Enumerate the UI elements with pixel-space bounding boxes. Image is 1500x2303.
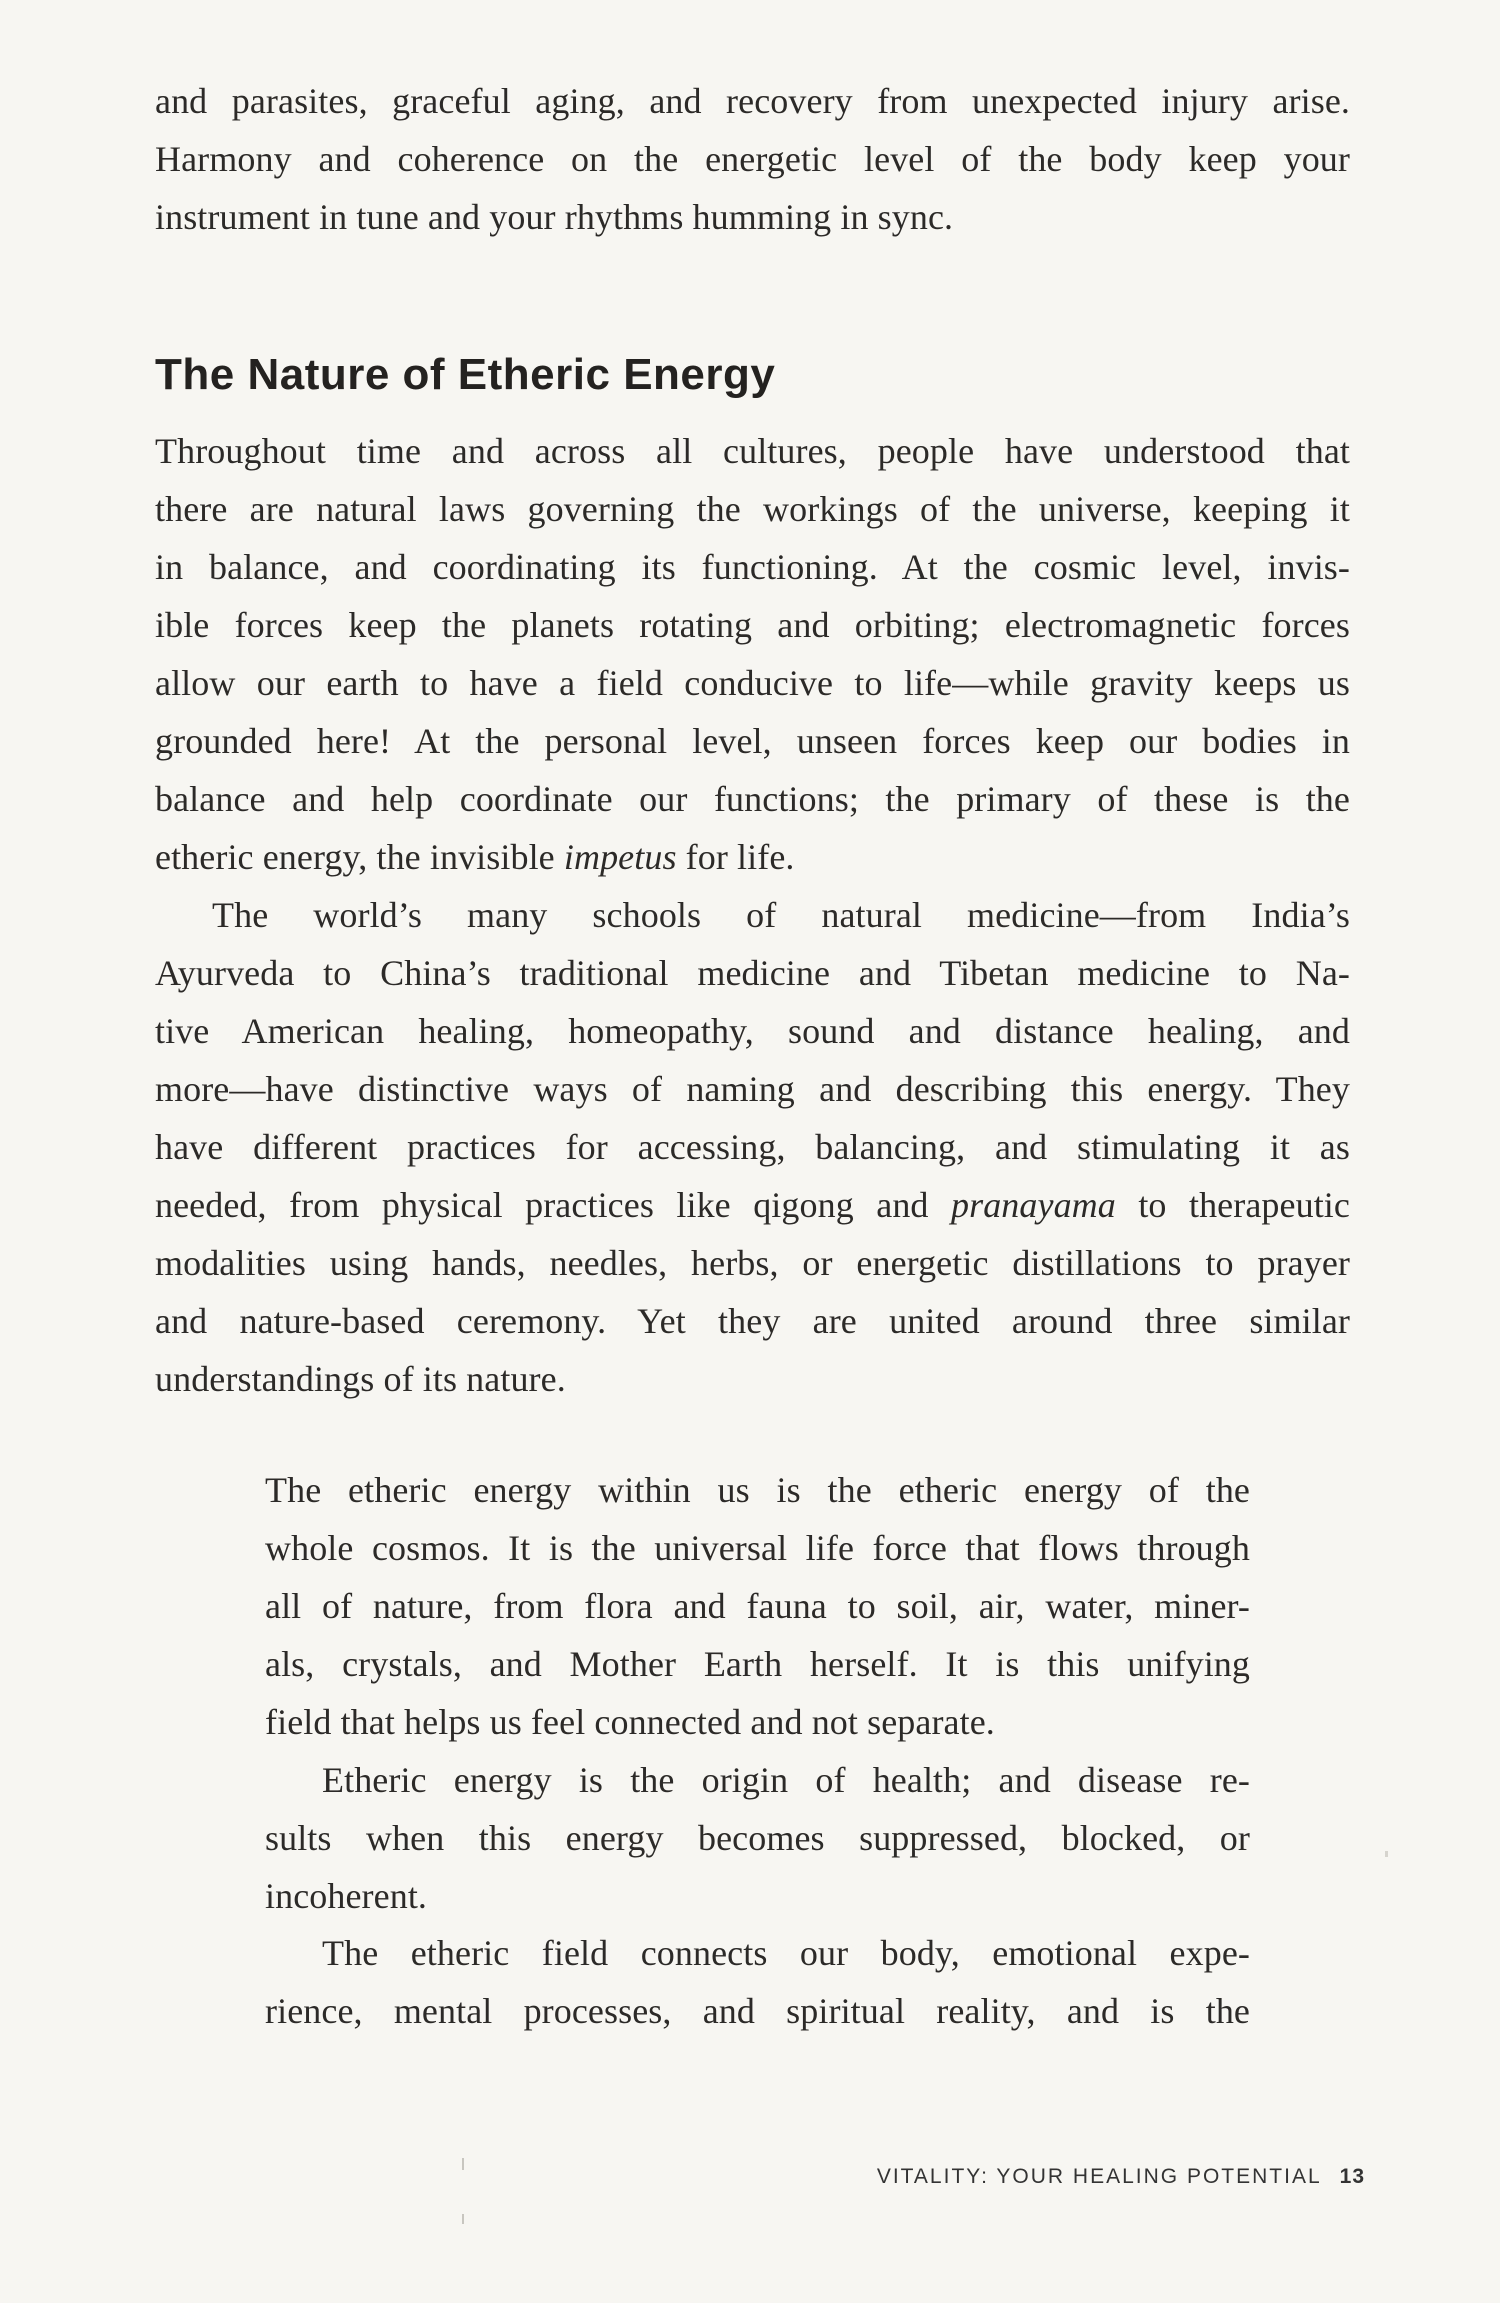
text-line	[265, 1461, 1250, 1519]
text-segment: Harmony and coherence on the energetic level of the body keep your	[155, 139, 1350, 179]
text-segment: allow our earth to have a field conducive to life—while gravity keeps us	[155, 663, 1350, 703]
text-segment: understandings of its nature.	[155, 1359, 566, 1399]
text-segment: there are natural laws governing the workings of the universe, keeping it	[155, 489, 1350, 529]
text-line	[155, 596, 1350, 654]
text-segment: rience, mental processes, and spiritual reality, and is the	[265, 1991, 1250, 2031]
indented-paragraph-2	[265, 1751, 1250, 1925]
text-line	[265, 1809, 1250, 1867]
body-paragraph-1	[155, 422, 1350, 886]
margin-speck	[462, 2214, 464, 2224]
text-segment: field that helps us feel connected and not separate.	[265, 1702, 995, 1742]
margin-speck	[1385, 1851, 1388, 1857]
text-line	[155, 1118, 1350, 1176]
text-segment: to therapeutic	[1115, 1185, 1350, 1225]
text-line	[155, 886, 1350, 944]
text-segment: etheric energy, the invisible	[155, 837, 564, 877]
text-line	[155, 480, 1350, 538]
running-head: VITALITY: YOUR HEALING POTENTIAL	[876, 2165, 1322, 2188]
italic-term: impetus	[563, 837, 677, 877]
text-segment: Throughout time and across all cultures, people have understood that	[155, 431, 1350, 471]
text-line	[155, 72, 1350, 130]
text-line	[155, 944, 1350, 1002]
text-line	[265, 1577, 1250, 1635]
text-line	[265, 1924, 1250, 1982]
text-segment: incoherent.	[265, 1876, 428, 1916]
indented-paragraph-3	[265, 1924, 1250, 2040]
text-segment: The world’s many schools of natural medicine—from India’s	[212, 895, 1350, 935]
text-segment: more—have distinctive ways of naming and describing this energy. They	[155, 1069, 1350, 1109]
text-line	[155, 1002, 1350, 1060]
text-segment: whole cosmos. It is the universal life force that flows through	[265, 1528, 1250, 1568]
text-segment: in balance, and coordinating its functioning. At the cosmic level, invis-	[155, 547, 1350, 587]
text-segment: tive American healing, homeopathy, sound and distance healing, and	[155, 1011, 1350, 1051]
text-segment: and nature-based ceremony. Yet they are united around three similar	[155, 1301, 1350, 1341]
text-line	[155, 770, 1350, 828]
text-line	[265, 1519, 1250, 1577]
text-line	[155, 1176, 1350, 1234]
text-segment: ible forces keep the planets rotating and orbiting; electromagnetic forces	[155, 605, 1350, 645]
margin-speck	[462, 2158, 464, 2170]
text-segment: all of nature, from flora and fauna to soil, air, water, miner-	[265, 1586, 1250, 1626]
text-line	[155, 538, 1350, 596]
text-segment: als, crystals, and Mother Earth herself. It is this unifying	[265, 1644, 1250, 1684]
page-number: 13	[1339, 2165, 1365, 2188]
body-paragraph-2	[155, 886, 1350, 1408]
text-segment: modalities using hands, needles, herbs, or energetic distillations to prayer	[155, 1243, 1350, 1283]
text-segment: have different practices for accessing, balancing, and stimulating it as	[155, 1127, 1350, 1167]
italic-term: pranayama	[950, 1185, 1116, 1225]
text-line	[155, 828, 1350, 886]
text-line	[155, 712, 1350, 770]
text-segment: instrument in tune and your rhythms humming in sync.	[155, 197, 954, 237]
text-line	[265, 1635, 1250, 1693]
text-line	[265, 1751, 1250, 1809]
text-line	[155, 188, 1350, 246]
text-line	[155, 1350, 1350, 1408]
text-line	[155, 1060, 1350, 1118]
text-segment: grounded here! At the personal level, unseen forces keep our bodies in	[155, 721, 1350, 761]
text-segment: needed, from physical practices like qigong and	[155, 1185, 951, 1225]
text-line	[155, 130, 1350, 188]
text-segment: and parasites, graceful aging, and recovery from unexpected injury arise.	[155, 81, 1350, 121]
text-segment: balance and help coordinate our functions; the primary of these is the	[155, 779, 1350, 819]
page-footer	[877, 2165, 1365, 2189]
text-segment: for life.	[676, 837, 795, 877]
text-line	[155, 654, 1350, 712]
text-segment: The etheric energy within us is the etheric energy of the	[265, 1470, 1250, 1510]
intro-paragraph	[155, 72, 1350, 246]
text-segment: The etheric field connects our body, emotional expe-	[322, 1933, 1250, 1973]
text-segment: sults when this energy becomes suppressed, blocked, or	[265, 1818, 1250, 1858]
text-line	[155, 1234, 1350, 1292]
text-line	[265, 1693, 1250, 1751]
text-line	[265, 1867, 1250, 1925]
text-line	[155, 422, 1350, 480]
text-segment: Etheric energy is the origin of health; and disease re-	[322, 1760, 1250, 1800]
section-heading: The Nature of Etheric Energy	[155, 350, 776, 399]
text-line	[155, 1292, 1350, 1350]
indented-paragraph-1	[265, 1461, 1250, 1751]
text-line	[265, 1982, 1250, 2040]
text-segment: Ayurveda to China’s traditional medicine and Tibetan medicine to Na-	[155, 953, 1350, 993]
